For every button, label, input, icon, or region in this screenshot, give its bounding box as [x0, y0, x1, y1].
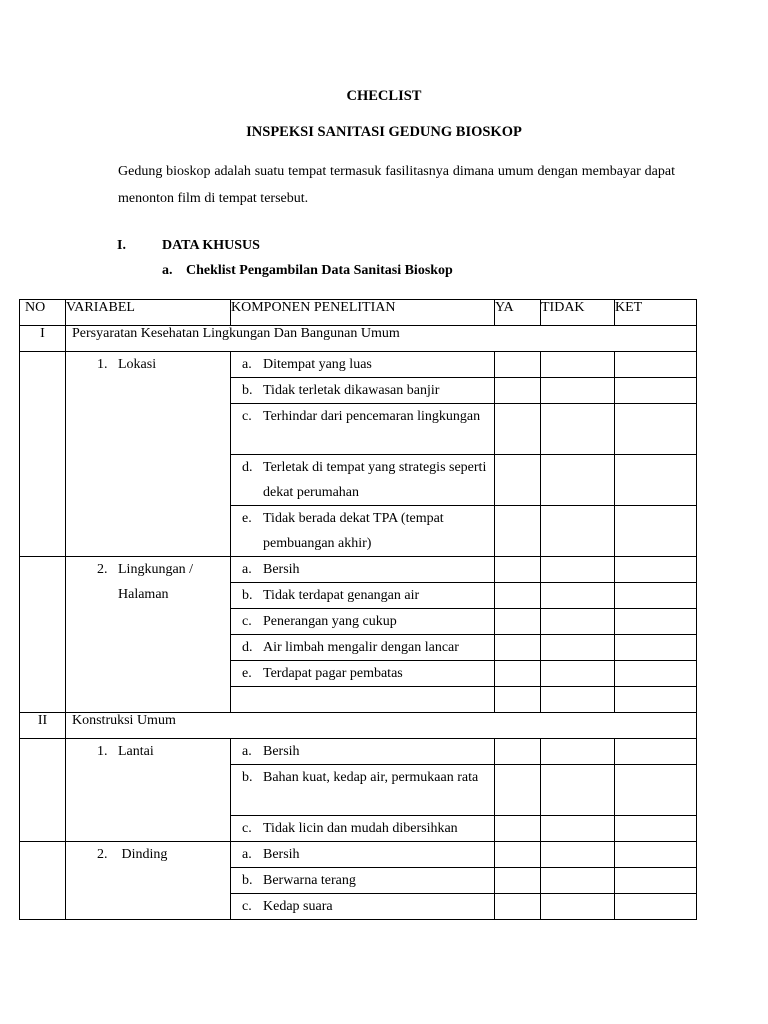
component-cell	[231, 557, 495, 583]
component-item	[231, 583, 494, 608]
component-text: Bersih	[263, 847, 300, 862]
ket-checkbox-cell[interactable]	[615, 404, 697, 455]
component-text: Penerangan yang cukup	[263, 614, 397, 629]
section-title-cell: Konstruksi Umum	[66, 713, 697, 739]
component-cell	[231, 894, 495, 920]
component-cell	[231, 816, 495, 842]
component-cell	[231, 765, 495, 816]
document-subtitle: INSPEKSI SANITASI GEDUNG BIOSKOP	[246, 124, 522, 140]
component-cell	[231, 635, 495, 661]
component-item	[231, 378, 494, 403]
component-letter: a.	[242, 744, 252, 759]
component-item	[231, 661, 494, 686]
component-item	[231, 842, 494, 867]
ket-checkbox-cell[interactable]	[615, 583, 697, 609]
component-cell	[231, 739, 495, 765]
ya-checkbox-cell[interactable]	[495, 635, 541, 661]
ket-checkbox-cell[interactable]	[615, 352, 697, 378]
variable-number: 2.	[97, 847, 108, 862]
no-cell	[20, 842, 66, 920]
variable-name: Dinding	[118, 847, 168, 862]
tidak-checkbox-cell[interactable]	[541, 378, 615, 404]
component-text: Terdapat pagar pembatas	[263, 666, 403, 681]
component-cell	[231, 842, 495, 868]
component-text: Kedap suara	[263, 899, 333, 914]
component-text: Tidak terdapat genangan air	[263, 588, 420, 603]
component-item	[231, 765, 494, 790]
tidak-checkbox-cell[interactable]	[541, 583, 615, 609]
table-row	[20, 557, 697, 583]
component-cell	[231, 404, 495, 455]
no-cell	[20, 352, 66, 557]
tidak-checkbox-cell[interactable]	[541, 739, 615, 765]
no-cell	[20, 739, 66, 842]
ket-checkbox-cell[interactable]	[615, 378, 697, 404]
component-item	[231, 557, 494, 582]
section-title: DATA KHUSUS	[162, 238, 260, 253]
ket-checkbox-cell[interactable]	[615, 816, 697, 842]
component-text: Berwarna terang	[263, 873, 356, 888]
ya-checkbox-cell[interactable]	[495, 894, 541, 920]
section-row	[20, 326, 697, 352]
intro-paragraph: Gedung bioskop adalah suatu tempat termasuk fasilitasnya dimana umum dengan membayar dapat menonton film di tempat tersebut.	[118, 164, 675, 206]
ket-checkbox-cell[interactable]	[615, 765, 697, 816]
component-text: Tidak licin dan mudah dibersihkan	[263, 821, 458, 836]
component-letter: c.	[242, 899, 252, 914]
component-cell	[231, 609, 495, 635]
component-text: Tidak berada dekat TPA (tempat pembuangan akhir)	[263, 511, 444, 551]
tidak-checkbox-cell[interactable]	[541, 404, 615, 455]
ket-checkbox-cell[interactable]	[615, 842, 697, 868]
ya-checkbox-cell[interactable]	[495, 868, 541, 894]
component-letter: b.	[242, 383, 253, 398]
component-item	[231, 404, 494, 429]
table-row	[20, 842, 697, 868]
tidak-checkbox-cell[interactable]	[541, 609, 615, 635]
variable-number: 1.	[97, 744, 108, 759]
ya-checkbox-cell[interactable]	[495, 378, 541, 404]
variable-number: 2.	[97, 562, 108, 577]
header-komponen: KOMPONEN PENELITIAN	[231, 300, 495, 326]
ket-checkbox-cell[interactable]	[615, 609, 697, 635]
section-number-cell: II	[20, 713, 66, 739]
header-ya: YA	[495, 300, 541, 326]
ya-checkbox-cell[interactable]	[495, 609, 541, 635]
component-item	[231, 868, 494, 893]
component-letter: c.	[242, 409, 252, 424]
tidak-checkbox-cell[interactable]	[541, 661, 615, 687]
ket-checkbox-cell[interactable]	[615, 455, 697, 506]
component-cell	[231, 687, 495, 713]
ket-checkbox-cell[interactable]	[615, 687, 697, 713]
component-letter: a.	[242, 847, 252, 862]
component-cell	[231, 455, 495, 506]
subsection-title: Cheklist Pengambilan Data Sanitasi Bioskop	[186, 263, 453, 278]
component-letter: e.	[242, 511, 252, 526]
subsection-number: a.	[162, 263, 173, 278]
document-title: CHECLIST	[346, 88, 422, 104]
header-variabel: VARIABEL	[66, 300, 231, 326]
tidak-checkbox-cell[interactable]	[541, 352, 615, 378]
component-text: Terletak di tempat yang strategis seperti dekat perumahan	[263, 460, 487, 500]
section-number: I.	[117, 238, 126, 253]
ket-checkbox-cell[interactable]	[615, 557, 697, 583]
ya-checkbox-cell[interactable]	[495, 816, 541, 842]
component-text: Ditempat yang luas	[263, 357, 372, 372]
component-cell	[231, 506, 495, 557]
component-letter: d.	[242, 640, 253, 655]
ket-checkbox-cell[interactable]	[615, 894, 697, 920]
component-letter: c.	[242, 614, 252, 629]
ya-checkbox-cell[interactable]	[495, 352, 541, 378]
component-letter: b.	[242, 770, 253, 785]
component-letter: c.	[242, 821, 252, 836]
component-item	[231, 609, 494, 634]
component-cell	[231, 378, 495, 404]
component-text: Bahan kuat, kedap air, permukaan rata	[263, 770, 479, 785]
component-text: Tidak terletak dikawasan banjir	[263, 383, 440, 398]
component-text: Bersih	[263, 744, 300, 759]
tidak-checkbox-cell[interactable]	[541, 816, 615, 842]
tidak-checkbox-cell[interactable]	[541, 557, 615, 583]
component-text: Bersih	[263, 562, 300, 577]
no-cell	[20, 557, 66, 713]
component-cell	[231, 583, 495, 609]
component-letter: d.	[242, 460, 253, 475]
section-number-cell: I	[20, 326, 66, 352]
variable-cell	[66, 842, 231, 920]
ya-checkbox-cell[interactable]	[495, 687, 541, 713]
component-item	[231, 816, 494, 841]
ket-checkbox-cell[interactable]	[615, 661, 697, 687]
component-letter: e.	[242, 666, 252, 681]
variable-cell	[66, 557, 231, 713]
ket-checkbox-cell[interactable]	[615, 635, 697, 661]
component-item	[231, 506, 494, 556]
tidak-checkbox-cell[interactable]	[541, 455, 615, 506]
ket-checkbox-cell[interactable]	[615, 506, 697, 557]
component-cell	[231, 661, 495, 687]
component-letter: b.	[242, 588, 253, 603]
component-cell	[231, 868, 495, 894]
table-row	[20, 739, 697, 765]
ket-checkbox-cell[interactable]	[615, 739, 697, 765]
tidak-checkbox-cell[interactable]	[541, 765, 615, 816]
section-title-cell: Persyaratan Kesehatan Lingkungan Dan Bangunan Umum	[66, 326, 697, 352]
variable-cell	[66, 739, 231, 842]
component-cell	[231, 352, 495, 378]
ya-checkbox-cell[interactable]	[495, 455, 541, 506]
ya-checkbox-cell[interactable]	[495, 404, 541, 455]
component-text: Air limbah mengalir dengan lancar	[263, 640, 459, 655]
tidak-checkbox-cell[interactable]	[541, 687, 615, 713]
component-item	[231, 635, 494, 660]
tidak-checkbox-cell[interactable]	[541, 506, 615, 557]
ket-checkbox-cell[interactable]	[615, 868, 697, 894]
component-text: Terhindar dari pencemaran lingkungan	[263, 409, 481, 424]
component-item	[231, 894, 494, 919]
tidak-checkbox-cell[interactable]	[541, 894, 615, 920]
section-row	[20, 713, 697, 739]
ya-checkbox-cell[interactable]	[495, 842, 541, 868]
ya-checkbox-cell[interactable]	[495, 765, 541, 816]
variable-name: Lingkungan / Halaman	[118, 562, 194, 602]
component-letter: a.	[242, 562, 252, 577]
ya-checkbox-cell[interactable]	[495, 506, 541, 557]
component-letter: a.	[242, 357, 252, 372]
header-ket: KET	[615, 300, 697, 326]
component-item	[231, 352, 494, 377]
variable-name: Lokasi	[118, 357, 157, 372]
tidak-checkbox-cell[interactable]	[541, 842, 615, 868]
checklist-table	[19, 299, 697, 920]
variable-name: Lantai	[118, 744, 154, 759]
component-item	[231, 455, 494, 505]
ya-checkbox-cell[interactable]	[495, 661, 541, 687]
tidak-checkbox-cell[interactable]	[541, 635, 615, 661]
tidak-checkbox-cell[interactable]	[541, 868, 615, 894]
component-letter: b.	[242, 873, 253, 888]
ya-checkbox-cell[interactable]	[495, 583, 541, 609]
variable-cell	[66, 352, 231, 557]
header-no: NO	[20, 300, 66, 326]
component-item	[231, 739, 494, 764]
table-header-row	[20, 300, 697, 326]
ya-checkbox-cell[interactable]	[495, 557, 541, 583]
header-tidak: TIDAK	[541, 300, 615, 326]
ya-checkbox-cell[interactable]	[495, 739, 541, 765]
table-row	[20, 352, 697, 378]
variable-number: 1.	[97, 357, 108, 372]
